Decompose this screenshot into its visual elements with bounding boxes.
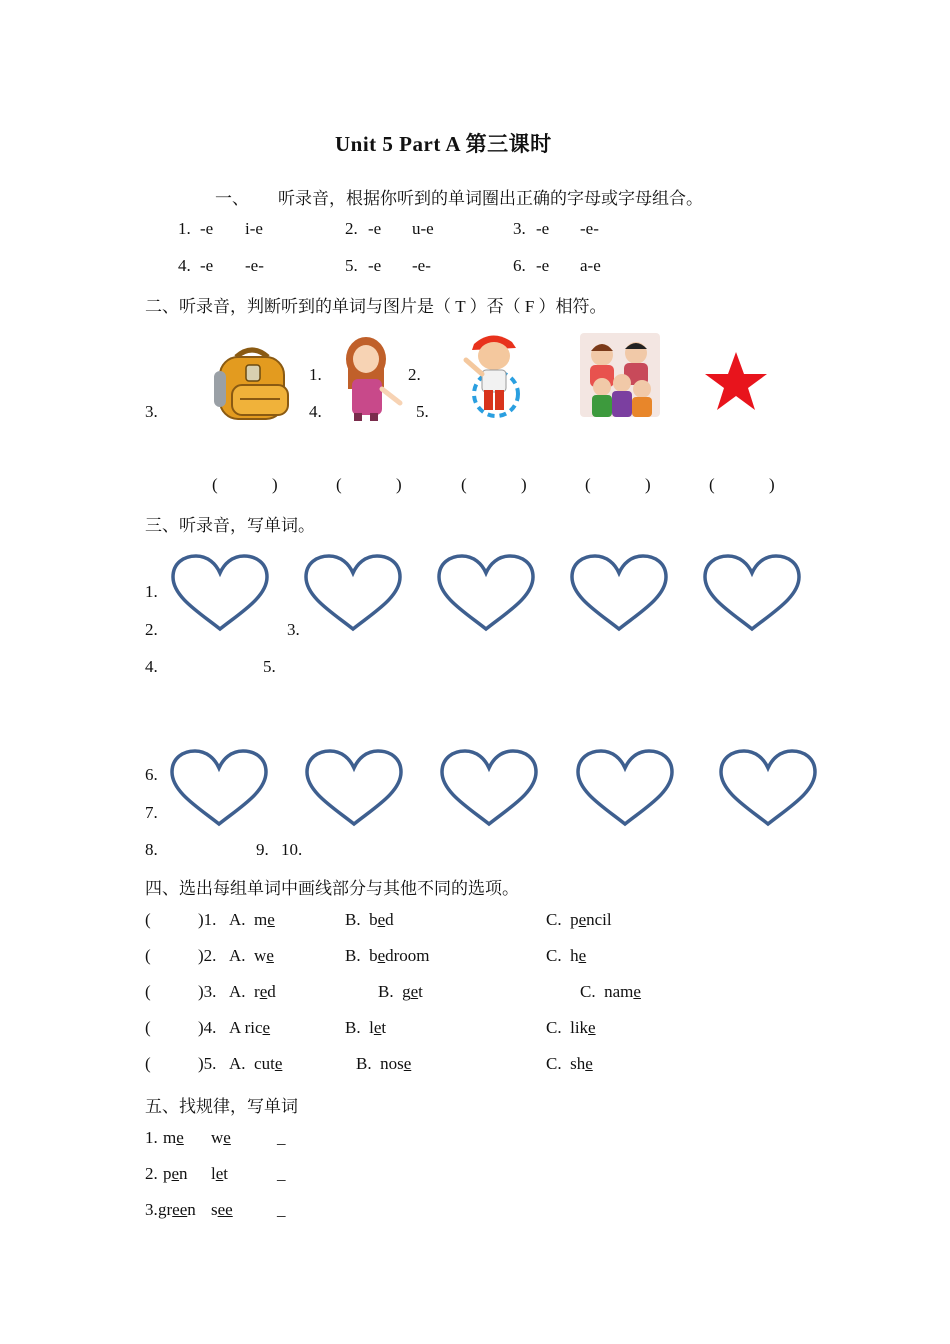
boy-icon bbox=[460, 330, 526, 426]
heart-icon[interactable] bbox=[170, 553, 270, 633]
page-title: Unit 5 Part A 第三课时 bbox=[335, 132, 552, 156]
option-b: -e- bbox=[580, 219, 599, 238]
heart-icon[interactable] bbox=[439, 748, 539, 828]
write-number-7: 7. bbox=[145, 803, 158, 822]
option-a: -e bbox=[200, 219, 214, 238]
write-number-2: 2. bbox=[145, 620, 158, 639]
heart-icon[interactable] bbox=[304, 748, 404, 828]
item-number: 1. bbox=[178, 219, 191, 238]
option-a: -e bbox=[368, 256, 382, 275]
section-3-heading: 三、听录音，写单词。 bbox=[145, 516, 315, 535]
option-c[interactable]: C. name bbox=[580, 982, 641, 1001]
row-number: 3. bbox=[145, 1200, 158, 1219]
pic-number-1: 1. bbox=[309, 365, 322, 384]
family-icon bbox=[580, 333, 660, 417]
section-1-number: 一、 bbox=[215, 189, 249, 208]
word-2: we bbox=[211, 1128, 231, 1147]
option-c[interactable]: C. she bbox=[546, 1054, 593, 1073]
option-a: -e bbox=[536, 219, 550, 238]
answer-paren[interactable]: ( bbox=[145, 946, 151, 965]
paren-close: ) bbox=[769, 475, 775, 494]
write-number-10: 10. bbox=[281, 840, 303, 859]
star-icon bbox=[703, 350, 769, 412]
paren-open: ( bbox=[709, 475, 715, 494]
write-number-3: 3. bbox=[287, 620, 300, 639]
option-a: -e bbox=[536, 256, 550, 275]
option-b: i-e bbox=[245, 219, 263, 238]
option-a[interactable]: A. cute bbox=[229, 1054, 283, 1073]
heart-icon[interactable] bbox=[303, 553, 403, 633]
paren-close: ) bbox=[272, 475, 278, 494]
option-b[interactable]: B. let bbox=[345, 1018, 387, 1037]
option-a[interactable]: A. red bbox=[229, 982, 276, 1001]
item-number: 3. bbox=[513, 219, 526, 238]
answer-blank[interactable]: _ bbox=[277, 1200, 286, 1219]
row-number: )3. bbox=[198, 982, 217, 1001]
item-number: 6. bbox=[513, 256, 526, 275]
option-b[interactable]: B. get bbox=[378, 982, 423, 1001]
section-1-heading: 听录音，根据你听到的单词圈出正确的字母或字母组合。 bbox=[278, 189, 703, 208]
option-b[interactable]: B. nose bbox=[356, 1054, 412, 1073]
write-number-1: 1. bbox=[145, 582, 158, 601]
option-b: -e- bbox=[412, 256, 431, 275]
item-number: 5. bbox=[345, 256, 358, 275]
section-5-heading: 五、找规律，写单词 bbox=[145, 1097, 298, 1116]
paren-open: ( bbox=[336, 475, 342, 494]
row-number: 2. bbox=[145, 1164, 158, 1183]
paren-close: ) bbox=[396, 475, 402, 494]
answer-blank[interactable]: _ bbox=[277, 1128, 286, 1147]
word-2: see bbox=[211, 1200, 233, 1219]
paren-open: ( bbox=[212, 475, 218, 494]
section-4-heading: 四、选出每组单词中画线部分与其他不同的选项。 bbox=[145, 879, 519, 898]
item-number: 2. bbox=[345, 219, 358, 238]
row-number: )2. bbox=[198, 946, 217, 965]
option-b: -e- bbox=[245, 256, 264, 275]
answer-paren[interactable]: ( bbox=[145, 1018, 151, 1037]
heart-icon[interactable] bbox=[718, 748, 818, 828]
answer-paren[interactable]: ( bbox=[145, 1054, 151, 1073]
option-c[interactable]: C. like bbox=[546, 1018, 596, 1037]
write-number-4: 4. bbox=[145, 657, 158, 676]
row-number: )4. bbox=[198, 1018, 217, 1037]
option-a[interactable]: A. we bbox=[229, 946, 274, 965]
option-a[interactable]: A rice bbox=[229, 1018, 271, 1037]
paren-open: ( bbox=[461, 475, 467, 494]
backpack-icon bbox=[210, 343, 294, 423]
pic-number-2: 2. bbox=[408, 365, 421, 384]
option-a[interactable]: A. me bbox=[229, 910, 275, 929]
heart-icon[interactable] bbox=[575, 748, 675, 828]
paren-open: ( bbox=[585, 475, 591, 494]
row-number: 1. bbox=[145, 1128, 158, 1147]
write-number-9: 9. bbox=[256, 840, 269, 859]
paren-close: ) bbox=[645, 475, 651, 494]
answer-paren[interactable]: ( bbox=[145, 910, 151, 929]
write-number-5: 5. bbox=[263, 657, 276, 676]
option-b: u-e bbox=[412, 219, 434, 238]
option-b[interactable]: B. bedroom bbox=[345, 946, 430, 965]
option-b: a-e bbox=[580, 256, 601, 275]
section-2-heading: 二、听录音，判断听到的单词与图片是（ T ）否（ F ）相符。 bbox=[145, 297, 607, 316]
paren-close: ) bbox=[521, 475, 527, 494]
heart-icon[interactable] bbox=[436, 553, 536, 633]
write-number-6: 6. bbox=[145, 765, 158, 784]
pic-number-3: 3. bbox=[145, 402, 158, 421]
heart-icon[interactable] bbox=[169, 748, 269, 828]
write-number-8: 8. bbox=[145, 840, 158, 859]
pic-number-5: 5. bbox=[416, 402, 429, 421]
row-number: )5. bbox=[198, 1054, 217, 1073]
option-c[interactable]: C. pencil bbox=[546, 910, 612, 929]
item-number: 4. bbox=[178, 256, 191, 275]
girl-icon bbox=[340, 333, 406, 421]
answer-blank[interactable]: _ bbox=[277, 1164, 286, 1183]
word-1: green bbox=[158, 1200, 196, 1219]
word-1: pen bbox=[163, 1164, 188, 1183]
answer-paren[interactable]: ( bbox=[145, 982, 151, 1001]
option-c[interactable]: C. he bbox=[546, 946, 587, 965]
pic-number-4: 4. bbox=[309, 402, 322, 421]
option-a: -e bbox=[200, 256, 214, 275]
heart-icon[interactable] bbox=[702, 553, 802, 633]
row-number: )1. bbox=[198, 910, 217, 929]
word-2: let bbox=[211, 1164, 229, 1183]
option-a: -e bbox=[368, 219, 382, 238]
heart-icon[interactable] bbox=[569, 553, 669, 633]
option-b[interactable]: B. bed bbox=[345, 910, 394, 929]
word-1: me bbox=[163, 1128, 184, 1147]
